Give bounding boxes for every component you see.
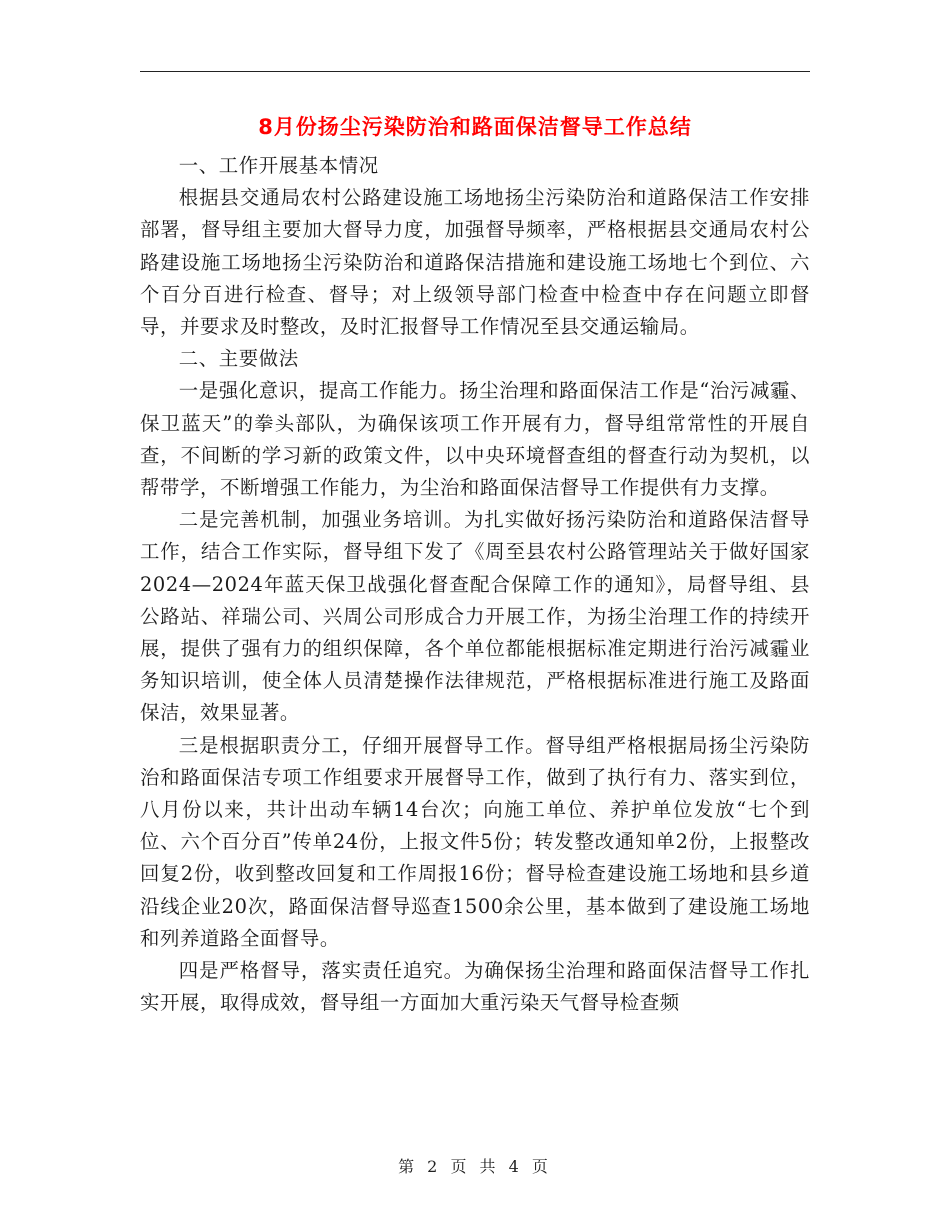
header-rule: [140, 71, 810, 72]
paragraph: 四是严格督导，落实责任追究。为确保扬尘治理和路面保洁督导工作扎实开展，取得成效，督导组一方面加大重污染天气督导检查频: [140, 959, 810, 1015]
page-footer: 第 2 页 共 4 页: [398, 1157, 552, 1176]
paragraph: 根据县交通局农村公路建设施工场地扬尘污染防治和道路保洁工作安排部署，督导组主要加大督导力度，加强督导频率，严格根据县交通局农村公路建设施工场地扬尘污染防治和道路保洁措施和建设施工场地七个到位、六个百分百进行检查、督导；对上级领导部门检查中检查中存在问题立即督导，并要求及时整改，及时汇报督导工作情况至县交通运输局。: [140, 186, 810, 339]
paragraph: 二是完善机制，加强业务培训。为扎实做好扬污染防治和道路保洁督导工作，结合工作实际，督导组下发了《周至县农村公路管理站关于做好国家2024—2024年蓝天保卫战强化督查配合保障工作的通知》，局督导组、县公路站、祥瑞公司、兴周公司形成合力开展工作，为扬尘治理工作的持续开展，提供了强有力的组织保障，各个单位都能根据标准定期进行治污减霾业务知识培训，使全体人员清楚操作法律规范，严格根据标准进行施工及路面保洁，效果显著。: [140, 508, 810, 725]
paragraph: 三是根据职责分工，仔细开展督导工作。督导组严格根据局扬尘污染防治和路面保洁专项工作组要求开展督导工作，做到了执行有力、落实到位，八月份以来，共计出动车辆14台次；向施工单位、养护单位发放“七个到位、六个百分百”传单24份，上报文件5份；转发整改通知单2份，上报整改回复2份，收到整改回复和工作周报16份；督导检查建设施工场地和县乡道沿线企业20次，路面保洁督导巡查1500余公里，基本做到了建设施工场地和列养道路全面督导。: [140, 733, 810, 950]
document-title: 8月份扬尘污染防治和路面保洁督导工作总结: [258, 115, 692, 139]
section-heading: 一、工作开展基本情况: [178, 154, 379, 177]
paragraph: 一是强化意识，提高工作能力。扬尘治理和路面保洁工作是“治污减霾、保卫蓝天”的拳头部队，为确保该项工作开展有力，督导组常常性的开展自查，不间断的学习新的政策文件，以中央环境督查组的督查行动为契机，以帮带学，不断增强工作能力，为尘治和路面保洁督导工作提供有力支撑。: [140, 379, 810, 500]
section-heading: 二、主要做法: [178, 347, 299, 371]
document-body: [140, 150, 810, 1019]
